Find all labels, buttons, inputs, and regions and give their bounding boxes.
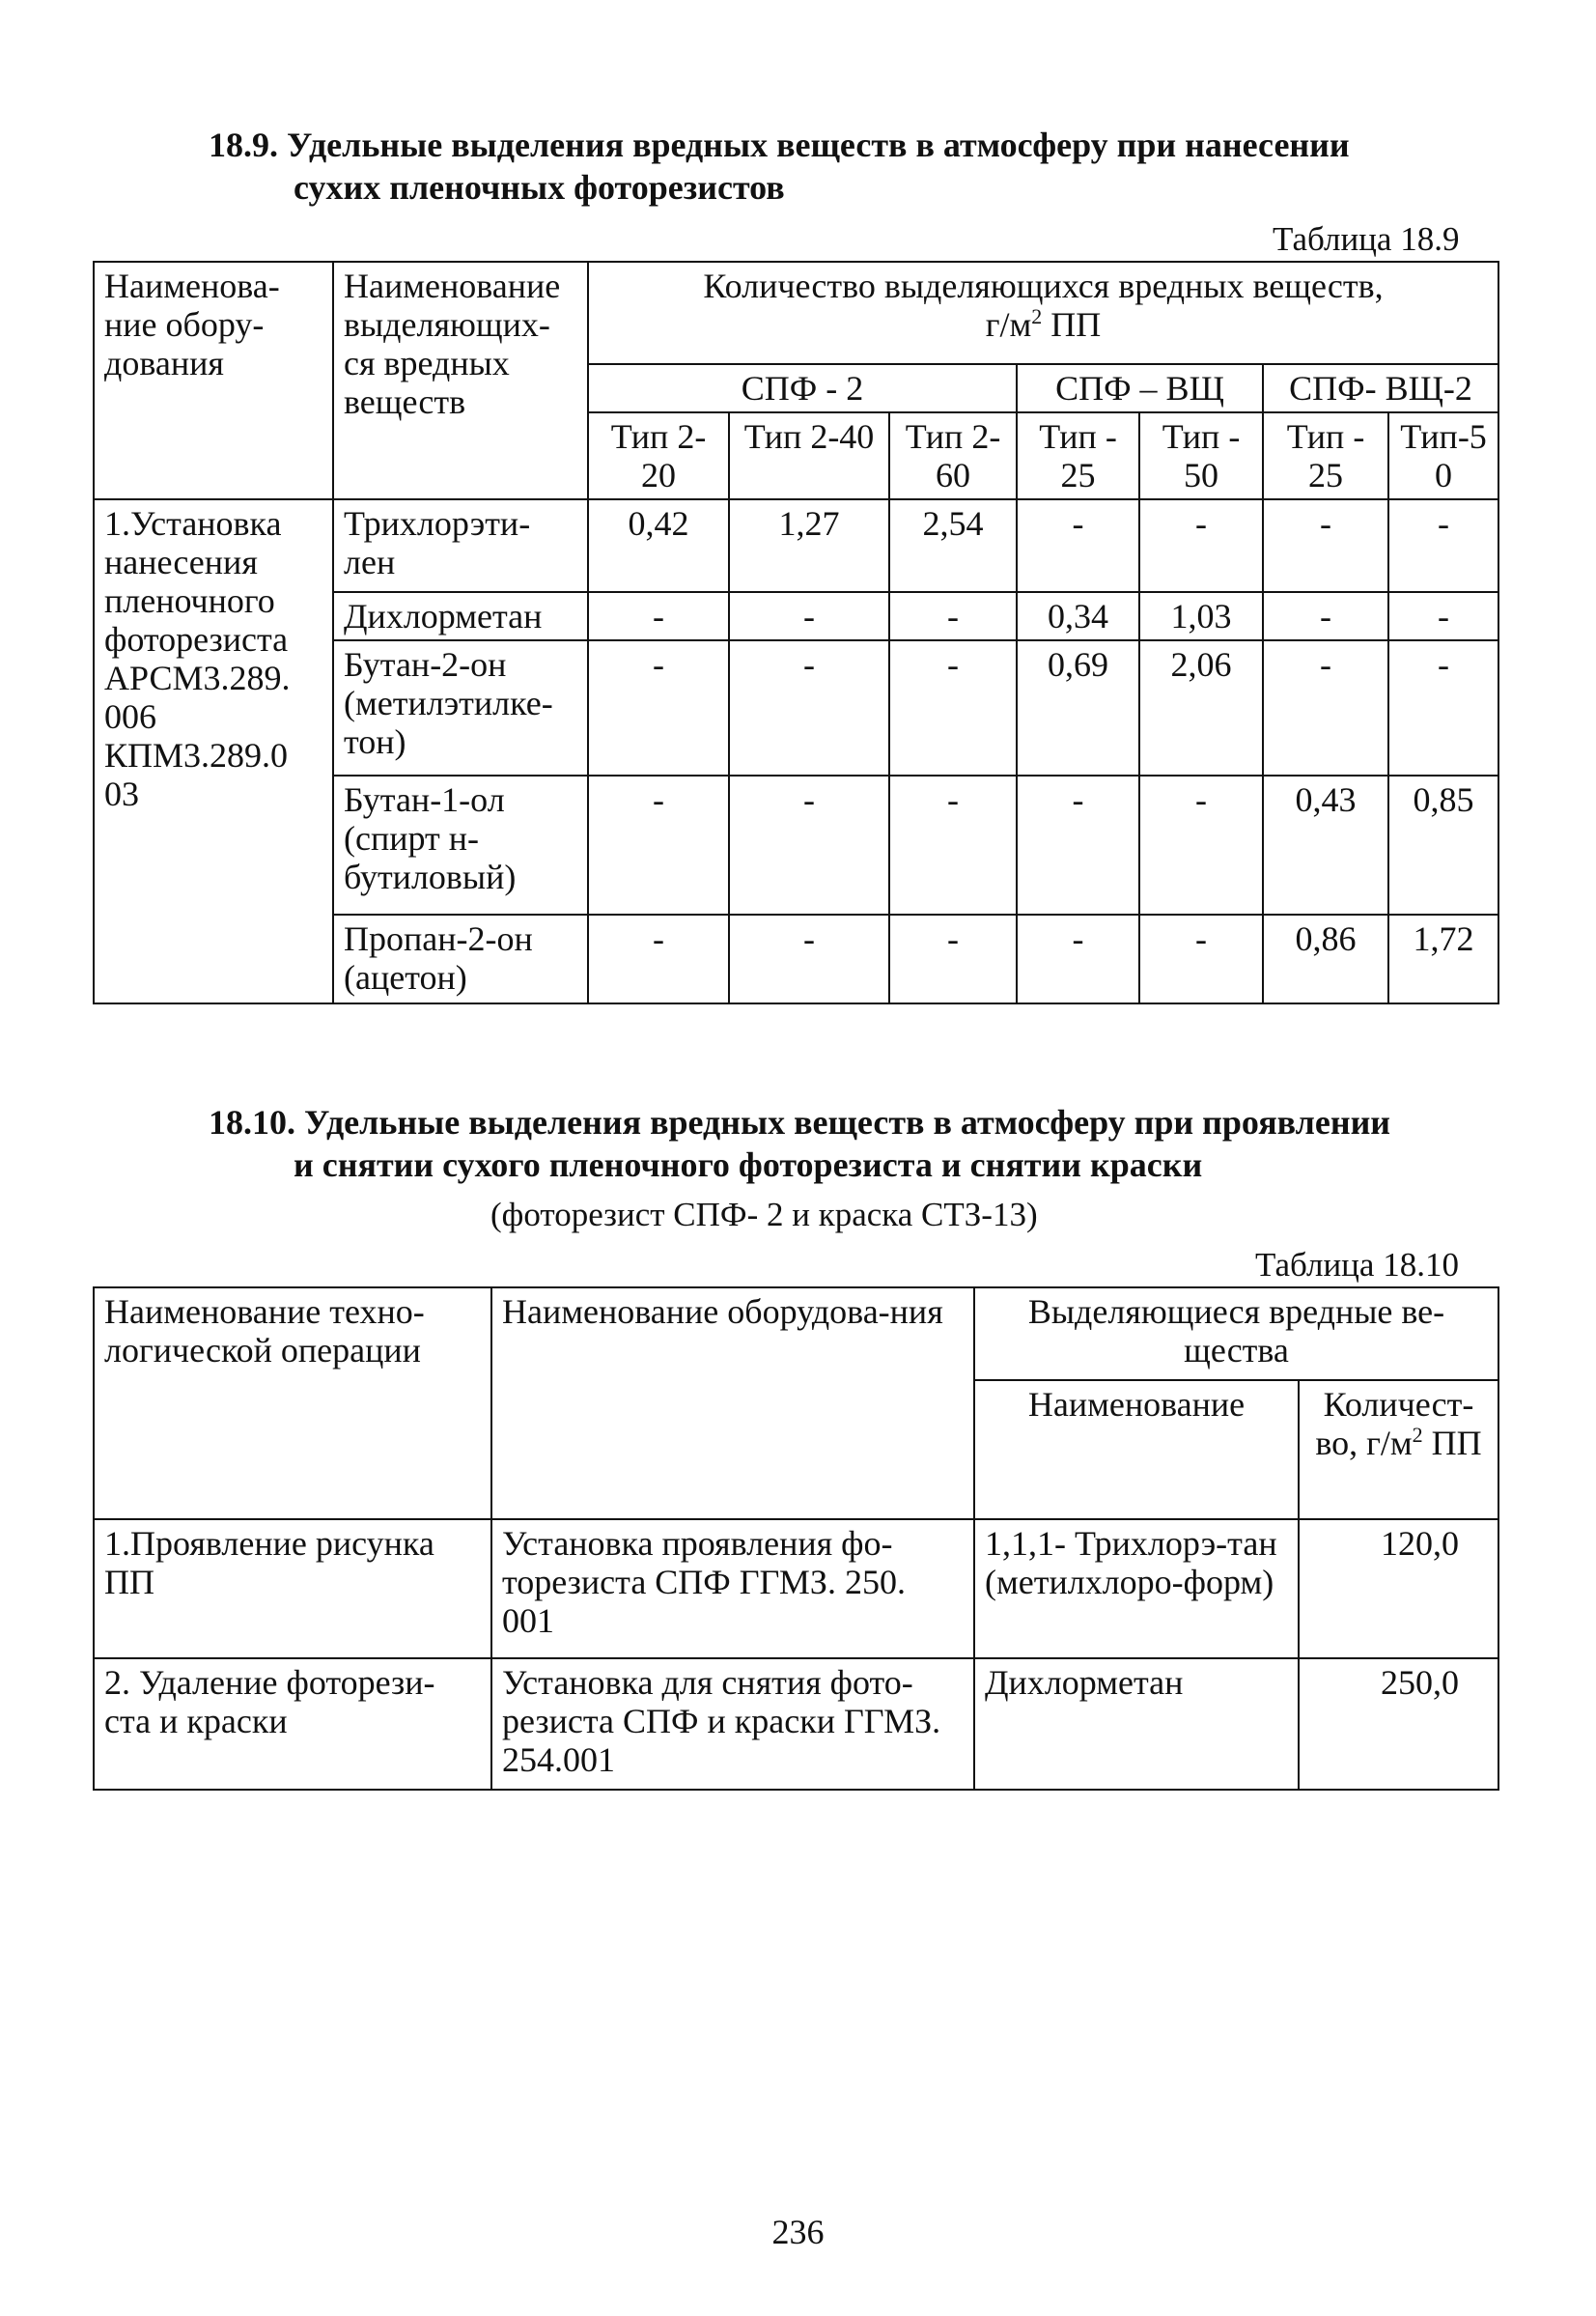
table-18-9	[93, 261, 1499, 1004]
value-cell: -	[1388, 640, 1498, 776]
header-operation: Наименование техно-логической операции	[94, 1287, 491, 1519]
value-cell: -	[729, 640, 889, 776]
header-quantity-unit: ПП	[1422, 1424, 1482, 1462]
value-cell: -	[1263, 592, 1388, 640]
value-cell: -	[588, 640, 729, 776]
value-cell: -	[889, 640, 1017, 776]
table-18-9-label: Таблица 18.9	[1273, 220, 1460, 258]
value-cell: -	[729, 592, 889, 640]
section-18-9-title-line2: сухих пленочных фоторезистов	[294, 168, 785, 207]
value-cell: 2,06	[1139, 640, 1263, 776]
value-cell: -	[1263, 499, 1388, 592]
header-released-substances: Выделяющиеся вредные ве-щества	[974, 1287, 1498, 1380]
value-cell: 0,34	[1017, 592, 1139, 640]
header-type: Тип - 50	[1139, 412, 1263, 499]
operation-name: 2. Удаление фоторези-ста и краски	[94, 1658, 491, 1790]
value-cell: -	[588, 776, 729, 915]
equipment-name: 1.Установка нанесения пленочного фоторезиста АРСМ3.289. 006 КПМ3.289.0 03	[94, 499, 333, 1003]
value-cell: -	[889, 592, 1017, 640]
quantity-value: 120,0	[1299, 1519, 1498, 1658]
value-cell: -	[729, 915, 889, 1003]
section-18-9-title-line1: 18.9. Удельные выделения вредных веществ в атмосферу при нанесении	[209, 126, 1350, 164]
value-cell: 0,86	[1263, 915, 1388, 1003]
page-number: 236	[771, 2213, 825, 2251]
header-quantity-sup: 2	[1412, 1423, 1423, 1447]
header-quantity	[1299, 1380, 1498, 1519]
header-group-spf2: СПФ - 2	[588, 364, 1017, 412]
header-type: Тип-50	[1388, 412, 1498, 499]
value-cell: 0,85	[1388, 776, 1498, 915]
header-group-spf-vsh: СПФ – ВЩ	[1017, 364, 1263, 412]
value-cell: 1,03	[1139, 592, 1263, 640]
header-quantity	[588, 262, 1498, 364]
operation-name: 1.Проявление рисунка ПП	[94, 1519, 491, 1658]
header-equipment: Наименование оборудова-ния	[491, 1287, 974, 1519]
equipment-name: Установка проявления фо-торезиста СПФ ГГМЗ. 250. 001	[491, 1519, 974, 1658]
value-cell: -	[1139, 499, 1263, 592]
substance-name: Пропан-2-он (ацетон)	[333, 915, 588, 1003]
substance-name: Бутан-2-он (метилэтилке-тон)	[333, 640, 588, 776]
section-18-10-title	[209, 1101, 1390, 1186]
table-row	[94, 1519, 1498, 1658]
header-group-spf-vsh2: СПФ- ВЩ-2	[1263, 364, 1498, 412]
header-substances: Наименование выделяющих-ся вредных веществ	[333, 262, 588, 499]
header-substance-name: Наименование	[974, 1380, 1299, 1519]
section-18-10-subtitle: (фоторезист СПФ- 2 и краска СТЗ-13)	[490, 1196, 1038, 1233]
header-quantity-text: Количест-во, г/м	[1315, 1385, 1474, 1462]
header-type: Тип - 25	[1263, 412, 1388, 499]
value-cell: -	[889, 915, 1017, 1003]
header-quantity-unit-b: ПП	[1042, 305, 1102, 344]
value-cell: 1,72	[1388, 915, 1498, 1003]
value-cell: -	[1388, 499, 1498, 592]
header-quantity-unit-sup: 2	[1031, 304, 1043, 328]
value-cell: -	[588, 915, 729, 1003]
substance-name: Бутан-1-ол (спирт н-бутиловый)	[333, 776, 588, 915]
substance-name: Дихлорметан	[333, 592, 588, 640]
value-cell: 2,54	[889, 499, 1017, 592]
substance-name: 1,1,1- Трихлорэ-тан (метилхлоро-форм)	[974, 1519, 1299, 1658]
section-18-10-title-line1: 18.10. Удельные выделения вредных веществ в атмосферу при проявлении	[209, 1103, 1391, 1142]
equipment-name: Установка для снятия фото-резиста СПФ и краски ГГМЗ. 254.001	[491, 1658, 974, 1790]
value-cell: -	[1388, 592, 1498, 640]
table-row	[94, 1658, 1498, 1790]
value-cell: -	[1139, 776, 1263, 915]
value-cell: -	[1017, 915, 1139, 1003]
header-equipment: Наименова-ние обору-дования	[94, 262, 333, 499]
header-type: Тип - 25	[1017, 412, 1139, 499]
table-row	[94, 499, 1498, 592]
value-cell: 0,42	[588, 499, 729, 592]
value-cell: -	[889, 776, 1017, 915]
value-cell: -	[1017, 776, 1139, 915]
header-type: Тип 2-20	[588, 412, 729, 499]
section-18-10-title-line2: и снятии сухого пленочного фоторезиста и снятии краски	[294, 1145, 1203, 1184]
value-cell: -	[1139, 915, 1263, 1003]
substance-name: Дихлорметан	[974, 1658, 1299, 1790]
section-18-9-title	[209, 124, 1350, 209]
table-18-10-label: Таблица 18.10	[1255, 1246, 1459, 1284]
header-type: Тип 2-40	[729, 412, 889, 499]
quantity-value: 250,0	[1299, 1658, 1498, 1790]
value-cell: 0,43	[1263, 776, 1388, 915]
value-cell: 1,27	[729, 499, 889, 592]
value-cell: -	[1017, 499, 1139, 592]
header-quantity-unit: г/м	[985, 305, 1032, 344]
value-cell: -	[729, 776, 889, 915]
header-quantity-main: Количество выделяющихся вредных веществ,	[703, 267, 1384, 305]
table-18-10	[93, 1286, 1499, 1791]
header-type: Тип 2-60	[889, 412, 1017, 499]
value-cell: -	[588, 592, 729, 640]
value-cell: 0,69	[1017, 640, 1139, 776]
substance-name: Трихлорэти-лен	[333, 499, 588, 592]
value-cell: -	[1263, 640, 1388, 776]
